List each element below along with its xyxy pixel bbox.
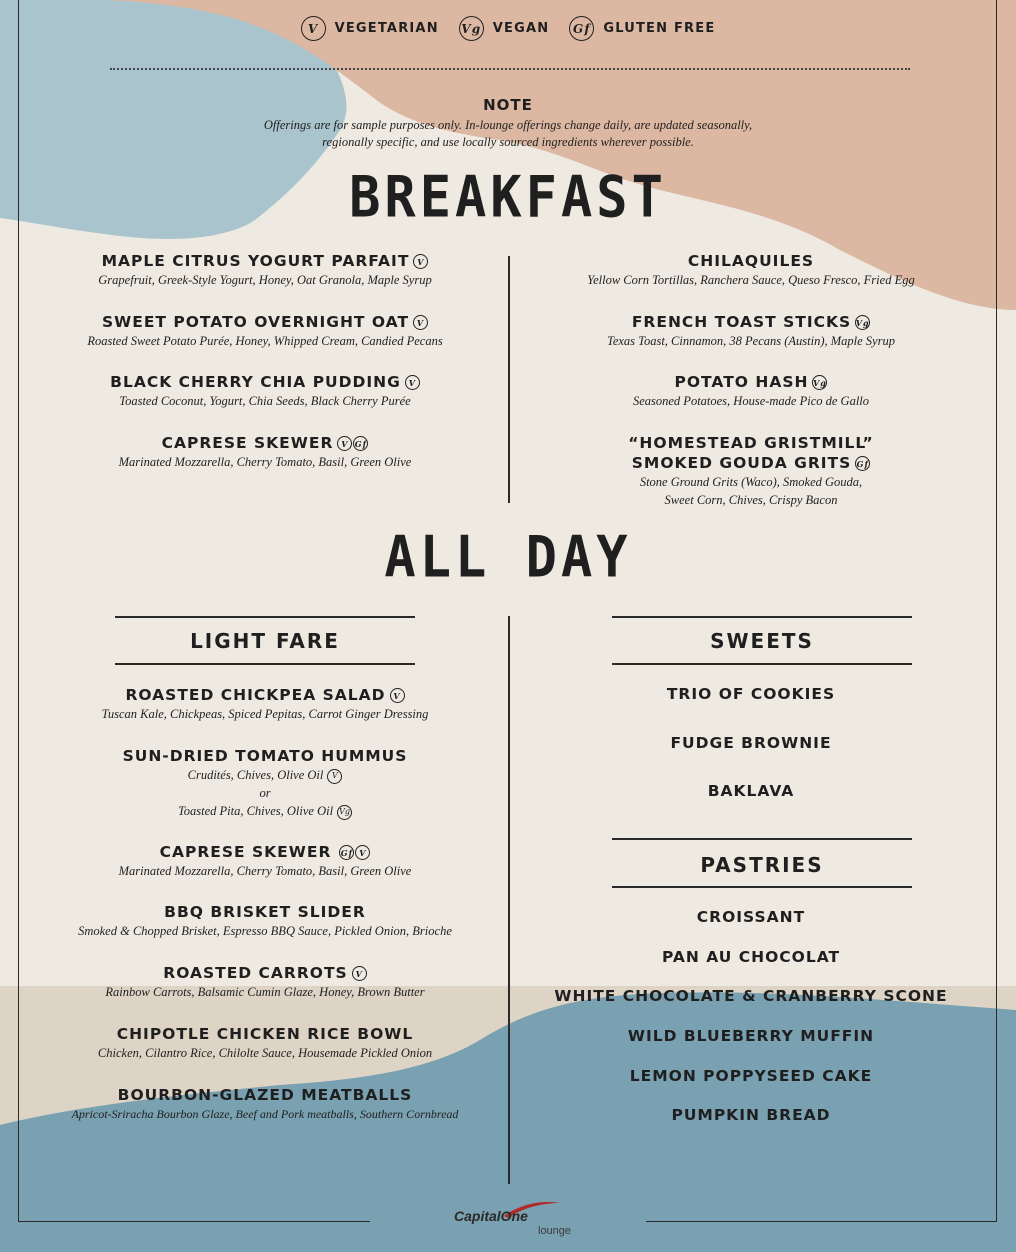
item-name: BLACK CHERRY CHIA PUDDING — [110, 373, 401, 391]
item-description: Stone Ground Grits (Waco), Smoked Gouda, — [639, 475, 863, 489]
item-description: Texas Toast, Cinnamon, 38 Pecans (Austin), Maple Syrup — [607, 334, 895, 348]
item-name: CAPRESE SKEWER — [161, 434, 334, 452]
item-description: Toasted Coconut, Yogurt, Chia Seeds, Black Cherry Purée — [119, 394, 411, 408]
sweets-item: TRIO OF COOKIES — [666, 685, 836, 703]
item-name: CHILAQUILES — [687, 252, 815, 270]
item-name: SWEET POTATO OVERNIGHT OAT — [101, 313, 410, 331]
all-day-heading: ALL DAY — [384, 525, 632, 591]
pastry-item: PUMPKIN BREAD — [671, 1106, 831, 1124]
note-body — [228, 117, 788, 151]
menu-item — [20, 251, 510, 289]
pastry-item: CROISSANT — [696, 908, 806, 926]
menu-item — [20, 746, 510, 820]
item-description: Tuscan Kale, Chickpeas, Spiced Pepitas, Carrot Ginger Dressing — [101, 707, 429, 721]
legend-vegetarian — [301, 16, 439, 41]
item-description: Marinated Mozzarella, Cherry Tomato, Basil, Green Olive — [118, 864, 412, 878]
vegan-icon: Vg — [459, 16, 484, 41]
rule — [115, 616, 415, 618]
item-description: Roasted Sweet Potato Purée, Honey, Whipped Cream, Candied Pecans — [87, 334, 443, 348]
or-text: or — [259, 786, 271, 800]
vegan-icon: Vg — [855, 315, 870, 330]
item-description: Apricot-Sriracha Bourbon Glaze, Beef and Pork meatballs, Southern Cornbread — [71, 1107, 459, 1121]
pastry-item: LEMON POPPYSEED CAKE — [629, 1067, 873, 1085]
menu-item — [20, 433, 510, 471]
vegetarian-icon: V — [327, 769, 342, 784]
section-title-sweets: SWEETS — [710, 629, 814, 653]
item-name: SMOKED GOUDA GRITS — [631, 454, 852, 472]
item-name: MAPLE CITRUS YOGURT PARFAIT — [101, 252, 410, 270]
gluten-free-icon: Gf — [855, 456, 870, 471]
vegetarian-icon: V — [352, 966, 367, 981]
menu-item — [20, 1085, 510, 1123]
legend-vegan — [459, 16, 550, 41]
menu-item — [506, 251, 996, 289]
item-name: SUN-DRIED TOMATO HUMMUS — [122, 747, 408, 765]
vegetarian-icon: V — [301, 16, 326, 41]
item-description-2: Toasted Pita, Chives, Olive Oil — [177, 804, 334, 818]
breakfast-heading: BREAKFAST — [349, 165, 667, 231]
menu-item — [20, 842, 510, 880]
legend-label: VEGETARIAN — [334, 21, 439, 36]
menu-item — [506, 312, 996, 350]
vegetarian-icon: V — [413, 254, 428, 269]
item-name: ROASTED CHICKPEA SALAD — [125, 686, 386, 704]
frame-line-bottom-right — [646, 1221, 997, 1222]
section-title-light-fare: LIGHT FARE — [190, 629, 340, 653]
vegetarian-icon: V — [355, 845, 370, 860]
item-name-line-1: “HOMESTEAD GRISTMILL” — [628, 434, 874, 452]
vegetarian-icon: V — [405, 375, 420, 390]
vegetarian-icon: V — [413, 315, 428, 330]
gluten-free-icon: Gf — [339, 845, 354, 860]
menu-item — [20, 902, 510, 940]
item-name: ROASTED CARROTS — [163, 964, 348, 982]
vegan-icon: Vg — [337, 805, 352, 820]
note-title: NOTE — [483, 96, 533, 114]
note-line-2: regionally specific, and use locally sourced ingredients wherever possible. — [322, 135, 694, 149]
dietary-legend — [0, 16, 1016, 41]
logo-sub: lounge — [538, 1225, 572, 1237]
item-description-2: Sweet Corn, Chives, Crispy Bacon — [664, 493, 838, 507]
vegan-icon: Vg — [812, 375, 827, 390]
vegetarian-icon: V — [390, 688, 405, 703]
sweets-item: BAKLAVA — [707, 782, 795, 800]
rule — [612, 663, 912, 665]
rule — [612, 838, 912, 840]
dotted-divider — [110, 68, 910, 70]
item-description: Yellow Corn Tortillas, Ranchera Sauce, Queso Fresco, Fried Egg — [587, 273, 915, 287]
item-description: Rainbow Carrots, Balsamic Cumin Glaze, Honey, Brown Butter — [105, 985, 425, 999]
item-name: CAPRESE SKEWER — [159, 843, 332, 861]
legend-gluten-free — [569, 16, 715, 41]
item-description: Crudités, Chives, Olive Oil — [187, 768, 324, 782]
menu-item — [20, 1024, 510, 1062]
item-description: Chicken, Cilantro Rice, Chilolte Sauce, Housemade Pickled Onion — [97, 1046, 433, 1060]
pastry-item: PAN AU CHOCOLAT — [661, 948, 841, 966]
section-title-pastries: PASTRIES — [700, 853, 824, 877]
rule — [115, 663, 415, 665]
gluten-free-icon: Gf — [353, 436, 368, 451]
frame-line-bottom-left — [18, 1221, 370, 1222]
sweets-item: FUDGE BROWNIE — [670, 734, 832, 752]
item-name: FRENCH TOAST STICKS — [631, 313, 852, 331]
menu-item — [20, 312, 510, 350]
rule — [612, 616, 912, 618]
item-description: Seasoned Potatoes, House-made Pico de Gallo — [632, 394, 870, 408]
pastry-item: WHITE CHOCOLATE & CRANBERRY SCONE — [554, 987, 948, 1005]
note-line-1: Offerings are for sample purposes only. In-lounge offerings change daily, are updated seasonally, — [263, 118, 753, 132]
item-name: CHIPOTLE CHICKEN RICE BOWL — [116, 1025, 414, 1043]
legend-label: VEGAN — [492, 21, 550, 36]
menu-item — [506, 372, 996, 410]
logo-brand: CapitalOne — [454, 1208, 528, 1224]
capital-one-lounge-logo — [440, 1200, 580, 1240]
vegetarian-icon: V — [337, 436, 352, 451]
item-name: BBQ BRISKET SLIDER — [164, 903, 366, 921]
item-name: POTATO HASH — [674, 373, 809, 391]
item-name: BOURBON-GLAZED MEATBALLS — [117, 1086, 413, 1104]
gluten-free-icon: Gf — [569, 16, 594, 41]
menu-item — [506, 433, 996, 509]
item-description: Marinated Mozzarella, Cherry Tomato, Basil, Green Olive — [118, 455, 412, 469]
rule — [612, 886, 912, 888]
menu-item — [20, 963, 510, 1001]
menu-item — [20, 685, 510, 723]
legend-label: GLUTEN FREE — [603, 21, 716, 36]
item-description: Smoked & Chopped Brisket, Espresso BBQ Sauce, Pickled Onion, Brioche — [78, 924, 452, 938]
pastry-item: WILD BLUEBERRY MUFFIN — [627, 1027, 875, 1045]
item-description: Grapefruit, Greek-Style Yogurt, Honey, Oat Granola, Maple Syrup — [98, 273, 432, 287]
menu-item — [20, 372, 510, 410]
